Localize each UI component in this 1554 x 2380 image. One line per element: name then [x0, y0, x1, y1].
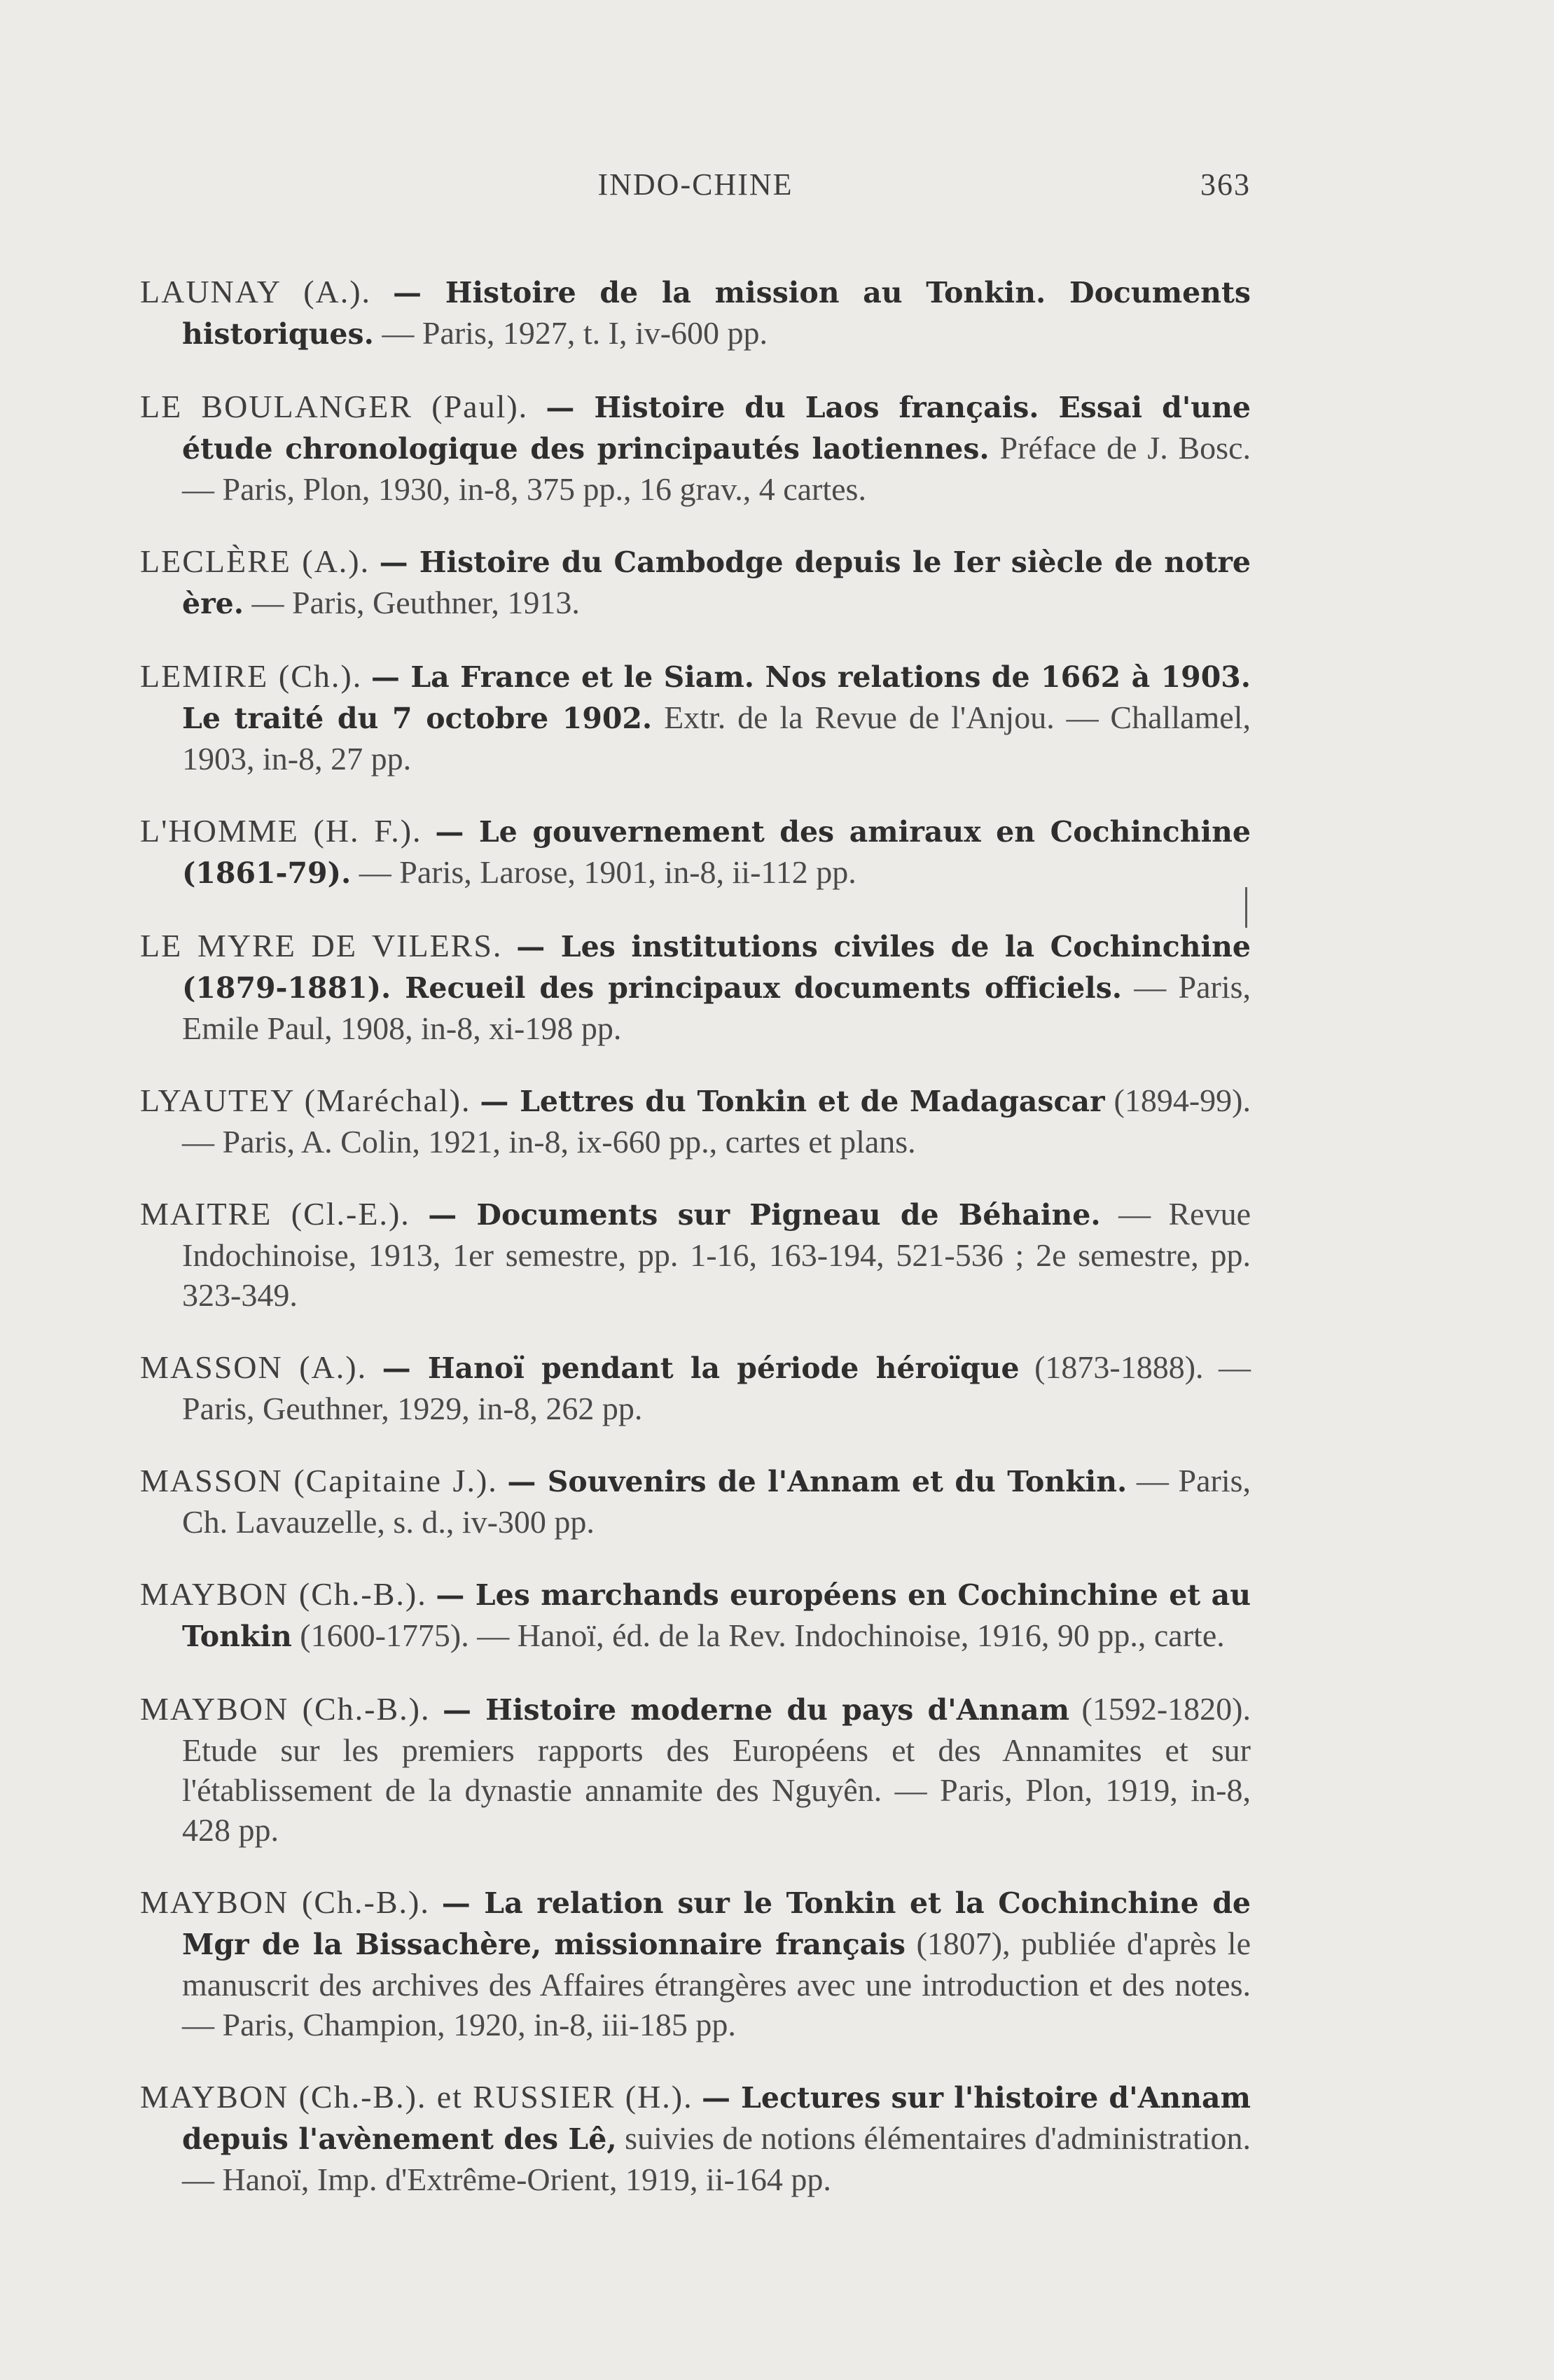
entry-publication: — Paris, Geuthner, 1913.: [251, 585, 580, 620]
entry-author: LECLÈRE (A.).: [140, 543, 370, 579]
entry-author: MAYBON (Ch.-B.).: [140, 1576, 427, 1612]
entry-title: — Le gouvernement des amiraux en Cochinchine (1861-79).: [182, 815, 1251, 890]
bibliography-entry: [140, 656, 1251, 779]
entry-author: MAITRE (Cl.-E.).: [140, 1196, 410, 1232]
entry-author: MAYBON (Ch.-B.).: [140, 1691, 431, 1727]
entry-author: LE BOULANGER (Paul).: [140, 389, 529, 424]
entry-title: — Souvenirs de l'Annam et du Tonkin.: [507, 1465, 1128, 1498]
bibliography-entry: [140, 811, 1251, 893]
entry-title: — Histoire de la mission au Tonkin. Documents historiques.: [182, 276, 1251, 351]
bibliography-entry: [140, 1882, 1251, 2045]
entry-title: — Lectures sur l'histoire d'Annam depuis l'avènement des Lê,: [182, 2081, 1251, 2156]
entry-author: MAYBON (Ch.-B.).: [140, 1884, 430, 1920]
margin-mark: [1245, 887, 1247, 928]
entry-publication: — Revue Indochinoise, 1913, 1er semestre, pp. 1-16, 163-194, 521-536 ; 2e semestre, pp. 323-349.: [182, 1196, 1251, 1313]
bibliography-entry: [140, 1347, 1251, 1428]
entry-publication: — Paris, Emile Paul, 1908, in-8, xi-198 pp.: [182, 969, 1251, 1046]
entry-title: — Lettres du Tonkin et de Madagascar: [480, 1085, 1105, 1118]
running-head: [140, 167, 1251, 216]
bibliography-entry: [140, 387, 1251, 509]
bibliography-entry: [140, 272, 1251, 354]
entry-title: — La France et le Siam. Nos relations de 1662 à 1903. Le traité du 7 octobre 1902.: [182, 660, 1251, 735]
bibliography-entry: [140, 541, 1251, 624]
entry-publication: (1894-99). — Paris, A. Colin, 1921, in-8, ix-660 pp., cartes et plans.: [182, 1083, 1251, 1160]
entry-title: — Histoire du Cambodge depuis le Ier siècle de notre ère.: [182, 545, 1251, 620]
entry-publication: (1600-1775). — Hanoï, éd. de la Rev. Indochinoise, 1916, 90 pp., carte.: [300, 1617, 1225, 1653]
bibliography-entry: [140, 1461, 1251, 1542]
entry-publication: (1873-1888). — Paris, Geuthner, 1929, in-8, 262 pp.: [182, 1349, 1251, 1426]
entry-publication: — Paris, Larose, 1901, in-8, ii-112 pp.: [359, 854, 856, 890]
entry-author: LAUNAY (A.).: [140, 274, 372, 309]
bibliography-entry: [140, 1194, 1251, 1315]
bibliography-entry: [140, 1574, 1251, 1657]
entry-publication: Préface de J. Bosc. — Paris, Plon, 1930, in-8, 375 pp., 16 grav., 4 cartes.: [182, 430, 1251, 507]
entry-author: LE MYRE DE VILERS.: [140, 928, 503, 963]
entry-publication: (1807), publiée d'après le manuscrit des archives des Affaires étrangères avec une introduction et des notes. — Paris, Champion, 1920, in-8, iii-185 pp.: [182, 1926, 1251, 2043]
entry-title: — Histoire moderne du pays d'Annam: [442, 1693, 1070, 1727]
bibliography-entry: [140, 1689, 1251, 1850]
entry-title: — Documents sur Pigneau de Béhaine.: [428, 1198, 1101, 1232]
entry-author: L'HOMME (H. F.).: [140, 813, 422, 849]
entry-author: MASSON (A.).: [140, 1349, 368, 1385]
entry-title: — Les institutions civiles de la Cochinchine (1879-1881). Recueil des principaux documents officiels.: [182, 930, 1251, 1005]
entry-publication: — Paris, 1927, t. I, iv-600 pp.: [382, 315, 768, 351]
bibliography-entry: [140, 926, 1251, 1048]
entry-publication: suivies de notions élémentaires d'administration. — Hanoï, Imp. d'Extrême-Orient, 1919, ii-164 pp.: [182, 2120, 1251, 2197]
entry-publication: — Paris, Ch. Lavauzelle, s. d., iv-300 pp.: [182, 1463, 1251, 1540]
entry-author: MAYBON (Ch.-B.). et RUSSIER (H.).: [140, 2079, 693, 2115]
entry-publication: Extr. de la Revue de l'Anjou. — Challamel, 1903, in-8, 27 pp.: [182, 700, 1251, 777]
entry-title: — La relation sur le Tonkin et la Cochinchine de Mgr de la Bissachère, missionnaire français: [182, 1886, 1251, 1961]
running-title: INDO-CHINE: [597, 167, 793, 202]
entry-author: MASSON (Capitaine J.).: [140, 1463, 498, 1498]
bibliography-entry: [140, 2077, 1251, 2199]
page-number: 363: [1200, 167, 1251, 202]
bibliography-entry: [140, 1080, 1251, 1162]
entry-title: — Les marchands européens en Cochinchine et au Tonkin: [182, 1578, 1251, 1653]
entry-author: LYAUTEY (Maréchal).: [140, 1083, 471, 1118]
entry-title: — Hanoï pendant la période héroïque: [382, 1351, 1020, 1385]
entry-author: LEMIRE (Ch.).: [140, 658, 363, 694]
bibliography-list: [140, 239, 1251, 2209]
entry-publication: (1592-1820). Etude sur les premiers rapports des Européens et des Annamites et sur l'établissement de la dynastie annamite des Nguyên. — Paris, Plon, 1919, in-8, 428 pp.: [182, 1691, 1251, 1848]
entry-title: — Histoire du Laos français. Essai d'une étude chronologique des principautés laotiennes.: [182, 391, 1251, 466]
